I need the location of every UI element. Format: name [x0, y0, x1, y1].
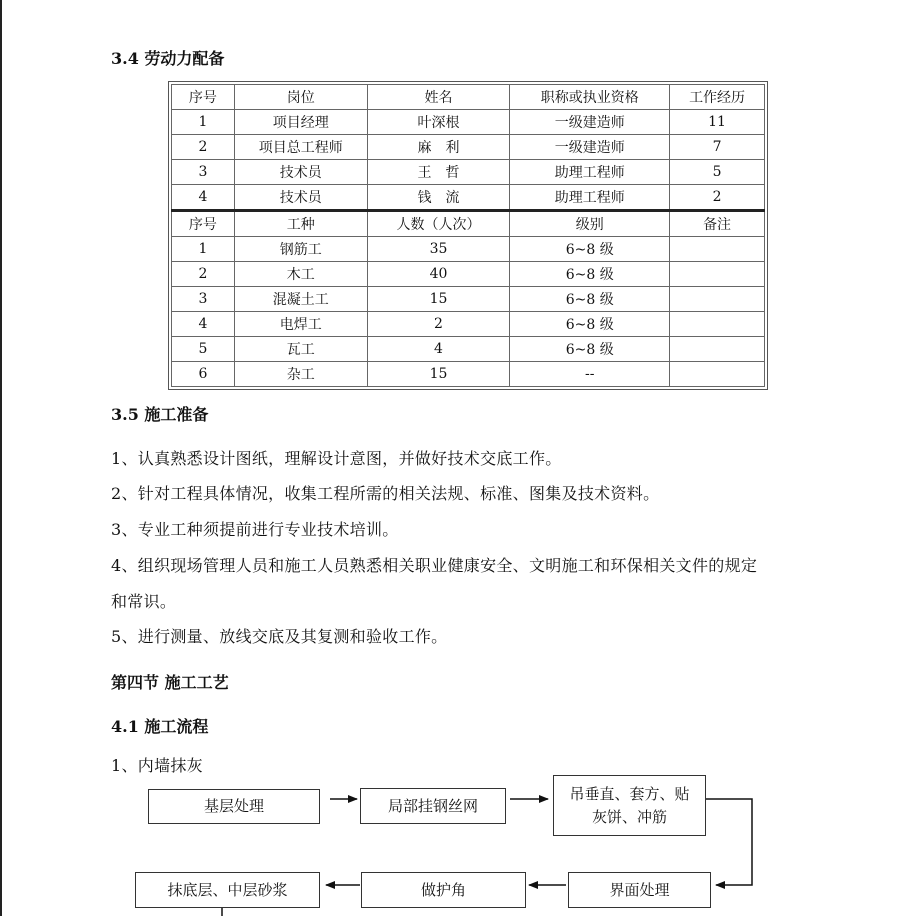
- labor-table-cell-col3: 35: [367, 237, 510, 262]
- staff-table-header-col2: 岗位: [234, 85, 367, 110]
- labor-table-cell-col4: 6~8 级: [510, 262, 670, 287]
- labor-table-cell-no: 6: [172, 362, 235, 387]
- staff-table-cell-no: 3: [172, 160, 235, 185]
- staff-table-header-col5: 工作经历: [670, 85, 765, 110]
- staff-table-cell-col3: 麻 利: [367, 135, 510, 160]
- labor-table-cell-no: 1: [172, 237, 235, 262]
- section-3-5-heading: 3.5 施工准备: [111, 405, 209, 424]
- prep-item-4-cont: 和常识。: [111, 592, 177, 611]
- flow-step-interface-label: 界面处理: [609, 880, 670, 899]
- flow-step-interface-treatment: [568, 872, 711, 908]
- flow-step-corner-protection: [361, 872, 526, 908]
- staff-table-cell-col2: 技术员: [234, 185, 367, 211]
- labor-table-cell-col2: 混凝土工: [234, 287, 367, 312]
- labor-table-cell-no: 2: [172, 262, 235, 287]
- flow-subtitle: 1、内墙抹灰: [111, 756, 203, 775]
- staff-table-cell-col5: 5: [670, 160, 765, 185]
- staff-table-header-no: 序号: [172, 85, 235, 110]
- section-4-1-heading: 4.1 施工流程: [111, 717, 209, 736]
- staff-table-cell-col4: 一级建造师: [510, 110, 670, 135]
- labor-table-cell-col2: 电焊工: [234, 312, 367, 337]
- flow-step-base-middle-mortar: [135, 872, 320, 908]
- prep-item-2: 2、针对工程具体情况，收集工程所需的相关法规、标准、图集及技术资料。: [111, 484, 660, 503]
- labor-table-header-col3: 人数（人次）: [367, 211, 510, 237]
- labor-table-cell-col3: 2: [367, 312, 510, 337]
- labor-table-cell-col2: 杂工: [234, 362, 367, 387]
- staff-table-cell-col5: 2: [670, 185, 765, 211]
- prep-item-3: 3、专业工种须提前进行专业技术培训。: [111, 520, 399, 539]
- flow-step-corner-label: 做护角: [420, 880, 466, 899]
- labor-table-cell-no: 5: [172, 337, 235, 362]
- labor-table-cell-col4: --: [510, 362, 670, 387]
- flow-step-plumb-label-line1: 吊垂直、套方、贴: [569, 785, 690, 803]
- staff-table-cell-col4: 一级建造师: [510, 135, 670, 160]
- labor-table-cell-col2: 钢筋工: [234, 237, 367, 262]
- flow-step-base-treatment: [148, 789, 320, 824]
- section-4-heading: 第四节 施工工艺: [111, 673, 229, 692]
- staff-table-cell-col4: 助理工程师: [510, 185, 670, 211]
- labor-table-cell-col4: 6~8 级: [510, 287, 670, 312]
- labor-table-cell-col3: 15: [367, 287, 510, 312]
- staff-table-cell-col2: 项目经理: [234, 110, 367, 135]
- labor-table-header-col4: 级别: [510, 211, 670, 237]
- labor-table-cell-col2: 瓦工: [234, 337, 367, 362]
- staff-table-cell-col5: 7: [670, 135, 765, 160]
- arrow-plumb-to-interface: [705, 799, 752, 885]
- labor-table-header-col2: 工种: [234, 211, 367, 237]
- labor-table-cell-col4: 6~8 级: [510, 312, 670, 337]
- staff-table-cell-col2: 技术员: [234, 160, 367, 185]
- staff-table-cell-col3: 钱 流: [367, 185, 510, 211]
- staff-table-cell-no: 1: [172, 110, 235, 135]
- labor-table-header-col5: 备注: [670, 211, 765, 237]
- flow-step-base-label: 基层处理: [203, 797, 264, 816]
- labor-table-cell-col4: 6~8 级: [510, 237, 670, 262]
- labor-table-header-no: 序号: [172, 211, 235, 237]
- staff-table-cell-col2: 项目总工程师: [234, 135, 367, 160]
- staff-table-cell-no: 4: [172, 185, 235, 211]
- labor-table-cell-no: 3: [172, 287, 235, 312]
- flow-step-mesh-label: 局部挂钢丝网: [387, 796, 478, 815]
- staff-table-cell-col3: 叶深根: [367, 110, 510, 135]
- labor-table-cell-col3: 4: [367, 337, 510, 362]
- labor-table-cell-col3: 15: [367, 362, 510, 387]
- flow-step-plumb-square: [553, 775, 706, 836]
- labor-table-cell-col4: 6~8 级: [510, 337, 670, 362]
- labor-table-cell-no: 4: [172, 312, 235, 337]
- prep-item-1: 1、认真熟悉设计图纸，理解设计意图，并做好技术交底工作。: [111, 449, 562, 468]
- labor-table-cell-col3: 40: [367, 262, 510, 287]
- prep-item-5: 5、进行测量、放线交底及其复测和验收工作。: [111, 627, 448, 646]
- staff-table-header-col3: 姓名: [367, 85, 510, 110]
- staff-table-cell-col4: 助理工程师: [510, 160, 670, 185]
- flow-step-mortar-label: 抹底层、中层砂浆: [167, 880, 288, 899]
- flow-step-steel-mesh: [360, 788, 506, 824]
- prep-item-4: 4、组织现场管理人员和施工人员熟悉相关职业健康安全、文明施工和环保相关文件的规定: [111, 556, 758, 575]
- flow-step-plumb-label-line2: 灰饼、冲筋: [591, 807, 667, 826]
- staff-table-cell-col5: 11: [670, 110, 765, 135]
- staff-table-cell-no: 2: [172, 135, 235, 160]
- section-3-4-heading: 3.4 劳动力配备: [111, 49, 225, 68]
- staff-table-header-col4: 职称或执业资格: [510, 85, 670, 110]
- staff-table-cell-col3: 王 哲: [367, 160, 510, 185]
- labor-table-cell-col2: 木工: [234, 262, 367, 287]
